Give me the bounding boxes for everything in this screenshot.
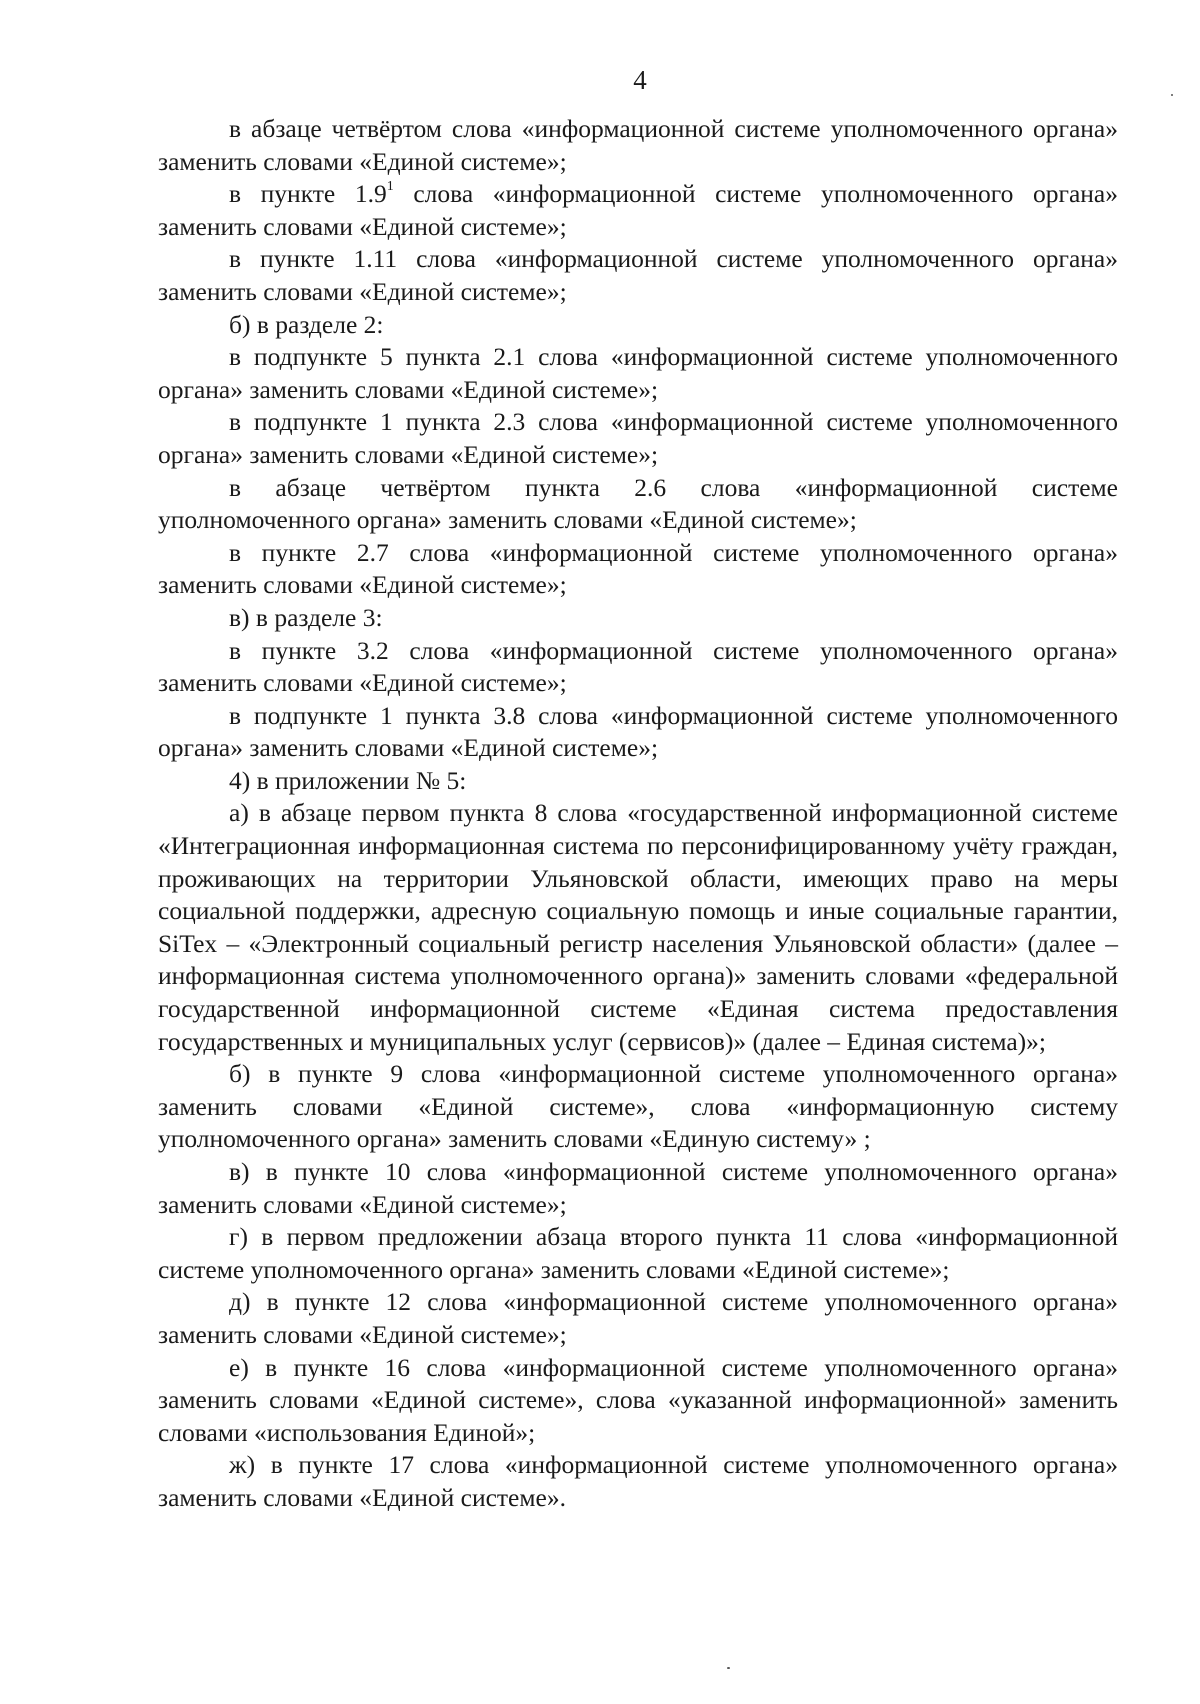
paragraph: в абзаце четвёртом пункта 2.6 слова «информационной системе уполномоченного органа» заменить словами «Единой системе»;: [158, 472, 1118, 535]
scan-speck: [1171, 94, 1173, 96]
paragraph: а) в абзаце первом пункта 8 слова «государственной информационной системе «Интеграционная информационная система по персонифицированному учёту граждан, проживающих на территории Ульяновской области, имеющих право на меры социальной поддержки, адресную социальную помощь и иные социальные гарантии, SiTex – «Электронный социальный регистр населения Ульяновской области» (далее – информационная система уполномоченного органа)» заменить словами «федеральной государственной информационной системе «Единая система предоставления государственных и муниципальных услуг (сервисов)» (далее – Единая система)»;: [158, 798, 1118, 1056]
paragraph: в подпункте 1 пункта 3.8 слова «информационной системе уполномоченного органа» заменить словами «Единой системе»;: [158, 700, 1118, 763]
paragraph: б) в пункте 9 слова «информационной системе уполномоченного органа» заменить словами «Единой системе», слова «информационную систему уполномоченного органа» заменить словами «Единую систему» ;: [158, 1059, 1118, 1154]
section-heading: в) в разделе 3:: [229, 602, 383, 632]
page-number: 4: [633, 65, 647, 95]
paragraph: [158, 178, 1118, 243]
superscript: 1: [386, 179, 394, 195]
paragraph: в подпункте 1 пункта 2.3 слова «информационной системе уполномоченного органа» заменить словами «Единой системе»;: [158, 407, 1118, 469]
paragraph: в подпункте 5 пункта 2.1 слова «информационной системе уполномоченного органа» заменить словами «Единой системе»;: [158, 342, 1118, 404]
paragraph: ж) в пункте 17 слова «информационной системе уполномоченного органа» заменить словами «Единой системе».: [158, 1450, 1118, 1512]
paragraph: в пункте 2.7 слова «информационной системе уполномоченного органа» заменить словами «Единой системе»;: [158, 537, 1118, 600]
paragraph: в) в пункте 10 слова «информационной системе уполномоченного органа» заменить словами «Единой системе»;: [158, 1157, 1118, 1219]
paragraph: е) в пункте 16 слова «информационной системе уполномоченного органа» заменить словами «Единой системе», слова «указанной информационной» заменить словами «использования Единой»;: [158, 1352, 1118, 1447]
document-body: [158, 113, 1118, 1515]
paragraph: в пункте 3.2 слова «информационной системе уполномоченного органа» заменить словами «Единой системе»;: [158, 635, 1118, 698]
paragraph-text-start: в пункте 1.9: [229, 179, 387, 209]
paragraph: в пункте 1.11 слова «информационной системе уполномоченного органа» заменить словами «Единой системе»;: [158, 244, 1118, 306]
scan-speck: [727, 1667, 730, 1669]
paragraph: в абзаце четвёртом слова «информационной системе уполномоченного органа» заменить словами «Единой системе»;: [158, 114, 1118, 176]
paragraph-text-end: слова «информационной системе уполномоченного органа» заменить словами «Единой системе»;: [158, 179, 1118, 241]
section-heading: 4) в приложении № 5:: [229, 765, 467, 795]
paragraph: д) в пункте 12 слова «информационной системе уполномоченного органа» заменить словами «Единой системе»;: [158, 1287, 1118, 1349]
section-heading: б) в разделе 2:: [229, 309, 384, 339]
paragraph: г) в первом предложении абзаца второго пункта 11 слова «информационной системе уполномоченного органа» заменить словами «Единой системе»;: [158, 1222, 1118, 1284]
